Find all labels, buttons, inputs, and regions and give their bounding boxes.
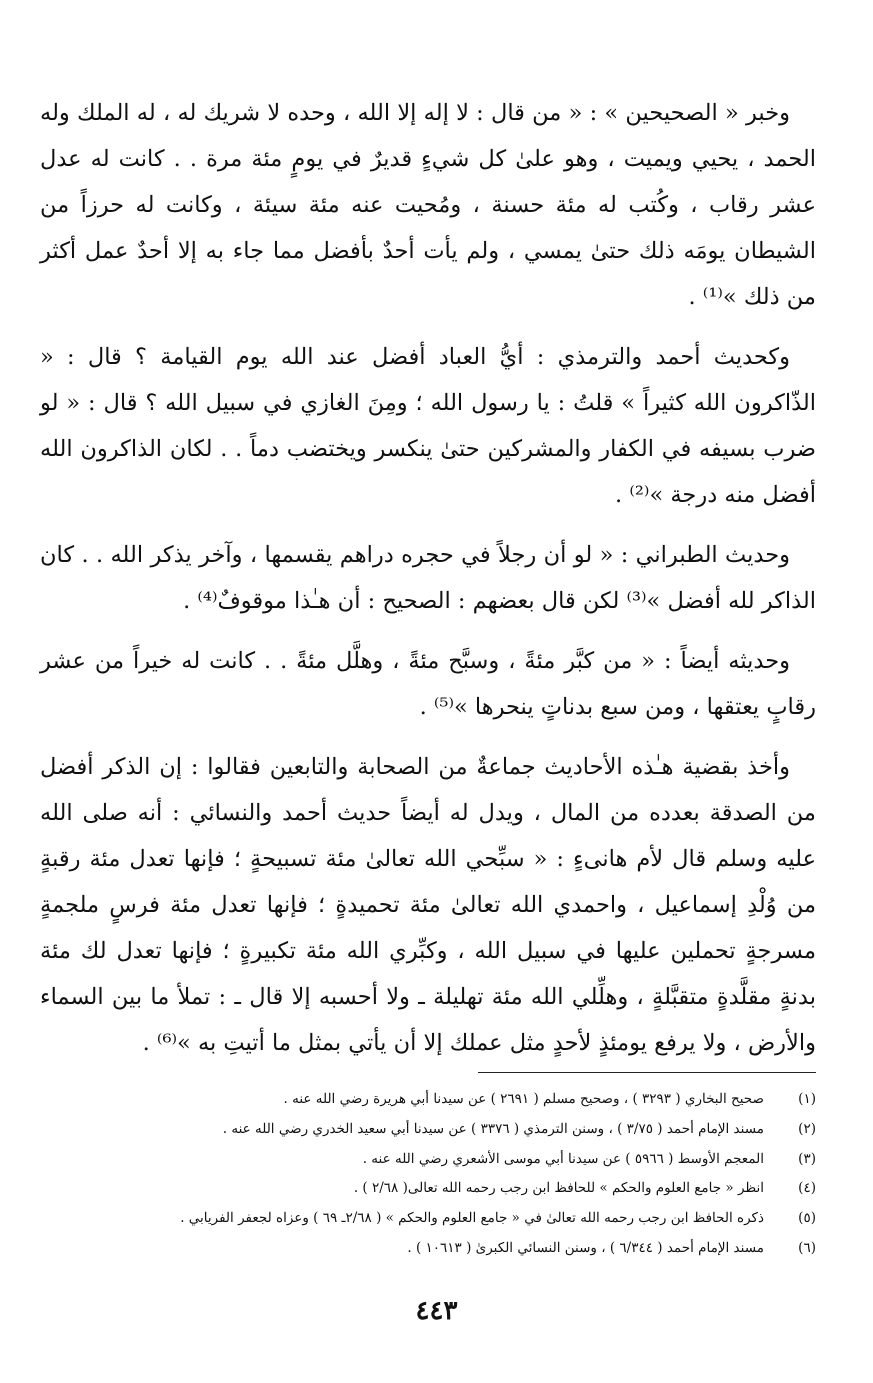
paragraph-5: وأخذ بقضية هـٰذه الأحاديث جماعةٌ من الصحابة والتابعين فقالوا : إن الذكر أفضل من الصدقة بعدده من المال ، ويدل له أيضاً حديث أحمد والنسائي : أنه صلى الله عليه وسلم قال لأم هانىءٍ : « سبِّحي الله تعالىٰ مئة تسبيحةٍ ؛ فإنها تعدل مئة رقبةٍ من وُلْدِ إسماعيل ، واحمدي الله تعالىٰ مئة تحميدةٍ ؛ فإنها تعدل مئة فرسٍ ملجمةٍ مسرجةٍ تحملين عليها في سبيل الله ، وكبِّري الله مئة تكبيرةٍ ؛ فإنها تعدل لك مئة بدنةٍ مقلَّدةٍ متقبَّلةٍ ، وهلِّلي الله مئة تهليلة ـ ولا أحسبه إلا قال ـ : تملأ ما بين السماء والأرض ، ولا يرفع يومئذٍ لأحدٍ مثل عملك إلا أن يأتي بمثل ما أتيتِ به »⁽⁶⁾ . (40, 754, 816, 1056)
footnote-number: (٦) (798, 1239, 816, 1256)
footnote-text: انظر « جامع العلوم والحكم » للحافظ ابن رجب رحمه الله تعالى( ٢/٦٨ ) . (353, 1180, 764, 1197)
paragraph-1: وخبر « الصحيحين » : « من قال : لا إله إلا الله ، وحده لا شريك له ، له الملك وله الحمد ، يحيي ويميت ، وهو علىٰ كل شيءٍ قديرٌ في يومٍ مئة مرة . . كانت له عدل عشر رقاب ، وكُتب له مئة حسنة ، ومُحيت عنه مئة سيئة ، وكانت له حرزاً من الشيطان يومَه ذلك حتىٰ يمسي ، ولم يأت أحدٌ بأفضل مما جاء به إلا أحدٌ عمل أكثر من ذلك »⁽¹⁾ . (40, 100, 816, 310)
paragraph-4: وحديثه أيضاً : « من كبَّر مئةً ، وسبَّح مئةً ، وهلَّل مئةً . . كانت له خيراً من عشر رقابٍ يعتقها ، ومن سبع بدناتٍ ينحرها »⁽⁵⁾ . (40, 648, 816, 720)
footnotes (56, 1085, 816, 1264)
footnote-5 (56, 1204, 816, 1234)
footnote-number: (٤) (798, 1180, 816, 1197)
footnote-number: (٣) (798, 1150, 816, 1167)
footnote-text: ذكره الحافظ ابن رجب رحمه الله تعالىٰ في « جامع العلوم والحكم » ( ٢/٦٨ـ ٦٩ ) وعزاه لجعفر الفريابي . (180, 1210, 764, 1227)
footnote-text: صحيح البخاري ( ٣٢٩٣ ) ، وصحيح مسلم ( ٢٦٩١ ) عن سيدنا أبي هريرة رضي الله عنه . (283, 1091, 764, 1107)
page-body (40, 90, 816, 1080)
footnote-6 (56, 1234, 816, 1264)
footnote-separator (478, 1072, 816, 1073)
footnote-2 (56, 1115, 816, 1145)
footnote-number: (١) (798, 1091, 816, 1107)
footnote-text: المعجم الأوسط ( ٥٩٦٦ ) عن سيدنا أبي موسى الأشعري رضي الله عنه . (362, 1150, 764, 1167)
footnote-text: مسند الإمام أحمد ( ٣/٧٥ ) ، وسنن الترمذي ( ٣٣٧٦ ) عن سيدنا أبي سعيد الخدري رضي الله عنه . (222, 1120, 764, 1137)
footnote-1 (56, 1085, 816, 1115)
footnote-number: (٢) (798, 1120, 816, 1137)
footnote-4 (56, 1174, 816, 1204)
page-number: ٤٤٣ (415, 1296, 458, 1326)
footnote-number: (٥) (798, 1210, 816, 1227)
paragraph-2: وكحديث أحمد والترمذي : أيُّ العباد أفضل عند الله يوم القيامة ؟ قال : « الذّاكرون الله كثيراً » قلتُ : يا رسول الله ؛ ومِنَ الغازي في سبيل الله ؟ قال : « لو ضرب بسيفه في الكفار والمشركين حتىٰ ينكسر ويختضب دماً . . لكان الذاكرون الله أفضل منه درجة »⁽²⁾ . (40, 344, 816, 508)
footnote-text: مسند الإمام أحمد ( ٦/٣٤٤ ) ، وسنن النسائي الكبرىٰ ( ١٠٦١٣ ) . (407, 1239, 764, 1256)
paragraph-3: وحديث الطبراني : « لو أن رجلاً في حجره دراهم يقسمها ، وآخر يذكر الله . . كان الذاكر لله أفضل »⁽³⁾ لكن قال بعضهم : الصحيح : أن هـٰذا موقوفٌ⁽⁴⁾ . (40, 542, 816, 614)
footnote-3 (56, 1145, 816, 1175)
main-text (40, 90, 816, 1066)
